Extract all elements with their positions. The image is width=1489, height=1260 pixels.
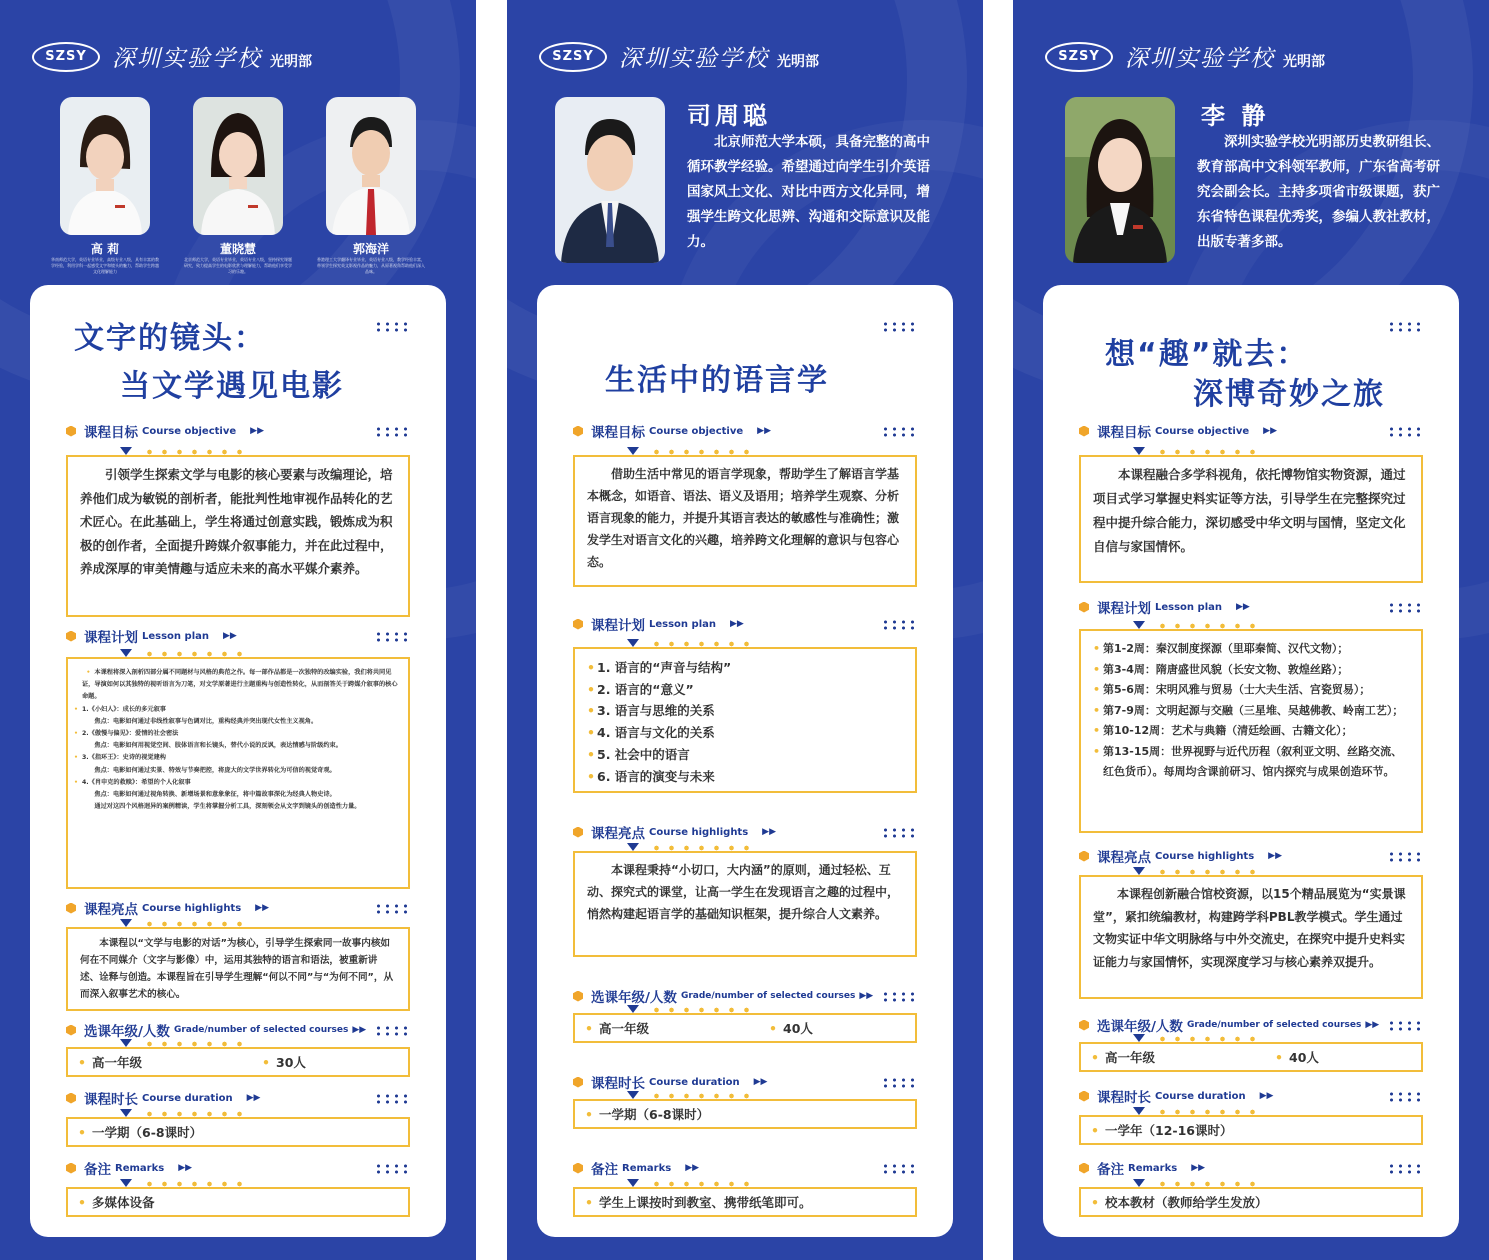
remarks-value: 校本教材（教师给学生发放） [1105, 1195, 1268, 1210]
decor-dots [374, 1163, 410, 1175]
duration-value: 一学期（6-8课时） [599, 1107, 710, 1122]
count-value: 40人 [1289, 1050, 1319, 1065]
hexagon-icon [66, 1093, 76, 1104]
double-arrow-icon: ▶▶ [859, 991, 874, 1001]
teacher-bio: 北京师范大学，英语专业毕业，英语专业八级，坚持探究课题研究，致力提高学生的电影欣赏与理解能力，帮助他们享受学习的乐趣。 [184, 257, 292, 274]
section-title: 课程计划 [84, 630, 138, 646]
plan-list [1081, 631, 1421, 791]
section-highlights [66, 899, 269, 917]
plan-box [66, 657, 410, 889]
teacher-name: 董晓慧 [219, 242, 256, 256]
section-objective [66, 422, 264, 440]
section-title: 备注 [1097, 1162, 1124, 1178]
poster-museum [1013, 0, 1489, 1260]
section-title: 选课年级/人数 [591, 990, 677, 1006]
plan-item: • 2. 语言的“意义” [587, 679, 903, 701]
double-arrow-icon: ▶▶ [352, 1025, 367, 1035]
section-remarks [1079, 1159, 1205, 1177]
decor-dots [881, 321, 917, 333]
section-objective [573, 422, 771, 440]
count-value: 30人 [276, 1055, 306, 1070]
triangle-marker-icon [120, 1179, 132, 1187]
school-logo [32, 40, 312, 73]
triangle-marker-icon [1133, 447, 1145, 455]
school-campus: 光明部 [777, 53, 819, 70]
section-duration [573, 1073, 767, 1091]
triangle-marker-icon [120, 1109, 132, 1117]
count-value: 40人 [783, 1021, 813, 1036]
decor-dots [374, 903, 410, 915]
section-plan [66, 627, 237, 645]
section-title: 课程计划 [591, 618, 645, 634]
section-title-en: Remarks [1128, 1162, 1178, 1174]
double-arrow-icon: ▶▶ [1235, 602, 1250, 612]
decor-dots [881, 619, 917, 631]
section-title: 课程目标 [1097, 425, 1151, 441]
triangle-marker-icon [1133, 1034, 1145, 1042]
grade-box: • 高一年级 • 30人 [66, 1047, 410, 1077]
triangle-marker-icon [1133, 1179, 1145, 1187]
decor-dots [881, 1163, 917, 1175]
section-title-en: Course duration [1155, 1090, 1246, 1102]
section-title-en: Grade/number of selected courses [173, 1025, 349, 1035]
double-arrow-icon: ▶▶ [762, 827, 777, 837]
double-arrow-icon: ▶▶ [753, 1077, 768, 1087]
teacher-name: 司周聪 [687, 102, 771, 130]
section-title: 课程目标 [591, 425, 645, 441]
decor-dots [1387, 851, 1423, 863]
highlights-text: 本课程以“文学与电影的对话”为核心，引导学生探索同一故事内核如何在不同媒介（文字与影像）中，运用其独特的语言和语法，被重新讲述、诠释与创造。本课程旨在引导学生理解“何以不同”与“为何不同”，从而深入叙事艺术的核心。 [80, 938, 394, 1000]
double-arrow-icon: ▶▶ [255, 903, 270, 913]
hexagon-icon [1079, 851, 1089, 862]
section-title: 选课年级/人数 [84, 1024, 170, 1040]
double-arrow-icon: ▶▶ [1365, 1020, 1380, 1030]
course-card [537, 285, 953, 1237]
hexagon-icon [573, 619, 583, 630]
objective-text: 借助生活中常见的语言学现象，帮助学生了解语言学基本概念，如语音、语法、语义及语用；培养学生观察、分析语言现象的能力，并提升其语言表达的敏感性与准确性；激发学生对语言文化的兴趣，培养跨文化理解的意识与包容心态。 [587, 467, 900, 569]
teacher-name: 高 莉 [90, 242, 120, 256]
objective-text: 引领学生探索文学与电影的核心要素与改编理论，培养他们成为敏锐的剖析者，能批判性地审视作品转化的艺术匠心。在此基础上，学生将通过创意实践，锻炼成为积极的创作者，全面提升跨媒介叙事能力，并在此过程中，养成深厚的审美情趣与适应未来的高水平媒介素养。 [80, 467, 393, 576]
plan-item: • 第7-9周：文明起源与交融（三星堆、吴越佛教、岭南工艺）； [1093, 701, 1409, 722]
decor-dots [374, 426, 410, 438]
section-duration [66, 1089, 260, 1107]
section-title: 选课年级/人数 [1097, 1019, 1183, 1035]
section-title-en: Remarks [622, 1162, 672, 1174]
course-title-line1: 文字的镜头： [74, 321, 266, 356]
double-arrow-icon: ▶▶ [729, 619, 744, 629]
triangle-marker-icon [1133, 867, 1145, 875]
objective-box [573, 455, 917, 587]
section-title: 课程亮点 [1097, 850, 1151, 866]
course-card [30, 285, 446, 1237]
triangle-marker-icon [1133, 1107, 1145, 1115]
section-title-en: Lesson plan [1155, 601, 1222, 613]
duration-value: 一学年（12-16课时） [1105, 1123, 1233, 1138]
school-name: 深圳实验学校 [619, 46, 769, 72]
section-title-en: Course objective [1155, 425, 1250, 437]
grade-value: 高一年级 [599, 1021, 650, 1036]
decor-dots [881, 827, 917, 839]
school-badge: SZSY [32, 42, 100, 72]
plan-item: • 2.《傲慢与偏见》：爱情的社会密法 [82, 728, 398, 740]
section-remarks [66, 1159, 192, 1177]
plan-item: • 第1-2周：秦汉制度探源（里耶秦简、汉代文物）； [1093, 639, 1409, 660]
double-arrow-icon: ▶▶ [1259, 1091, 1274, 1101]
highlights-box [1079, 875, 1423, 999]
highlights-text: 本课程秉持“小切口，大内涵”的原则，通过轻松、互动、探究式的课堂，让高一学生在发现语言之趣的过程中，悄然构建起语言学的基础知识框架，提升综合人文素养。 [587, 863, 900, 921]
section-title: 课程时长 [1097, 1090, 1151, 1106]
school-campus: 光明部 [270, 53, 312, 70]
decor-dots [1387, 426, 1423, 438]
plan-item: • 第5-6周：宋明风雅与贸易（士大夫生活、宫瓷贸易）； [1093, 680, 1409, 701]
duration-value: 一学期（6-8课时） [92, 1125, 203, 1140]
remarks-box: • 多媒体设备 [66, 1187, 410, 1217]
hexagon-icon [1079, 602, 1089, 613]
grade-box: • 高一年级 • 40人 [1079, 1042, 1423, 1072]
remarks-value: 多媒体设备 [92, 1195, 155, 1210]
school-badge: SZSY [539, 42, 607, 72]
triangle-marker-icon [1133, 621, 1145, 629]
highlights-text: 本课程创新融合馆校资源，以15个精品展览为“实景课堂”，紧扣统编教材，构建跨学科PBL教学模式。学生通过文物实证中华文明脉络与中外交流史，在探究中提升史料实证能力与家国情怀，实现深度学习与核心素养双提升。 [1093, 887, 1406, 969]
double-arrow-icon: ▶▶ [246, 1093, 261, 1103]
triangle-marker-icon [120, 1039, 132, 1047]
plan-item: • 第3-4周：隋唐盛世风貌（长安文物、敦煌丝路）； [1093, 660, 1409, 681]
teacher-bio: 香港理工大学翻译专业毕业，英语专业八级，教学经验丰富，带领学生探究英文影视作品的魅力，从原著视角帮助他们深入品味。 [317, 257, 425, 274]
section-title: 备注 [84, 1162, 111, 1178]
section-grade [1079, 1016, 1379, 1034]
section-title-en: Course objective [142, 425, 237, 437]
section-title: 课程时长 [591, 1076, 645, 1092]
teacher-bio: 北京师范大学本硕，具备完整的高中循环教学经验。希望通过向学生引介英语国家风土文化、对比中西方文化异同，增强学生跨文化思辨、沟通和交际意识及能力。 [687, 134, 930, 250]
double-arrow-icon: ▶▶ [178, 1163, 193, 1173]
double-arrow-icon: ▶▶ [1263, 426, 1277, 436]
hexagon-icon [573, 426, 583, 437]
double-arrow-icon: ▶▶ [250, 426, 264, 436]
school-badge: SZSY [1045, 42, 1113, 72]
decor-dots [1387, 321, 1423, 333]
triangle-marker-icon [627, 639, 639, 647]
section-title-en: Course objective [649, 425, 744, 437]
school-logo [1045, 40, 1325, 73]
section-highlights [1079, 847, 1282, 865]
triangle-marker-icon [627, 447, 639, 455]
hexagon-icon [66, 1163, 76, 1174]
teacher-bio: 华南师范大学，英语专业毕业，高级专业八级，具有丰富的教学经验，利用学科一起感受文字和镜头的魅力，帮助学生跨越文化理解能力 [51, 257, 159, 274]
section-title-en: Course duration [649, 1076, 740, 1088]
plan-intro: • 本课程将深入剖析四部分属不同题材与风格的典范之作。每一部作品都是一次独特的改编实验，我们将共同见证，导演如何以其独特的视听语言为刀笔，对文学原著进行主题重构与创造性转化，从而剖答关于跨媒介叙事的核心命题。 [82, 667, 398, 704]
teacher-photo [193, 97, 283, 235]
course-title-line2: 深博奇妙之旅 [1193, 377, 1385, 412]
hexagon-icon [1079, 1020, 1089, 1031]
section-plan [573, 615, 744, 633]
section-highlights [573, 823, 776, 841]
hexagon-icon [573, 1077, 583, 1088]
plan-item: • 5. 社会中的语言 [587, 744, 903, 766]
course-title-line1: 生活中的语言学 [605, 363, 829, 398]
duration-box: • 一学期（6-8课时） [573, 1099, 917, 1129]
section-title: 课程亮点 [591, 826, 645, 842]
double-arrow-icon: ▶▶ [685, 1163, 700, 1173]
course-title-line1: 想“趣”就去： [1105, 337, 1309, 372]
decor-dots [374, 321, 410, 333]
poster-literature-film [0, 0, 476, 1260]
plan-item: • 第13-15周：世界视野与近代历程（叙利亚文明、丝路交流、红色货币）。每周均含课前研习、馆内探究与成果创造环节。 [1093, 742, 1409, 783]
grade-box: • 高一年级 • 40人 [573, 1013, 917, 1043]
section-title: 课程计划 [1097, 601, 1151, 617]
teacher-photo [326, 97, 416, 235]
hexagon-icon [66, 631, 76, 642]
section-grade [573, 987, 873, 1005]
hexagon-icon [66, 1025, 76, 1036]
teacher-name: 郭海洋 [352, 242, 389, 256]
highlights-box [573, 851, 917, 957]
plan-focus: 焦点：电影如何通过实景、特效与节奏把控，将庞大的文学世界转化为可信的视觉奇观。 [94, 766, 336, 774]
decor-dots [374, 631, 410, 643]
section-title-en: Course highlights [142, 902, 242, 914]
section-title: 备注 [591, 1162, 618, 1178]
triangle-marker-icon [120, 649, 132, 657]
section-title-en: Lesson plan [649, 618, 716, 630]
decor-dots [374, 1093, 410, 1105]
plan-item: • 4. 语言与文化的关系 [587, 722, 903, 744]
teacher-photo [1065, 97, 1175, 263]
decor-dots [374, 1025, 410, 1037]
plan-item: • 3. 语言与思维的关系 [587, 700, 903, 722]
triangle-marker-icon [627, 843, 639, 851]
decor-dots [1387, 1091, 1423, 1103]
section-title: 课程时长 [84, 1092, 138, 1108]
duration-box: • 一学期（6-8课时） [66, 1117, 410, 1147]
plan-box [1079, 629, 1423, 833]
hexagon-icon [1079, 1091, 1089, 1102]
section-title: 课程亮点 [84, 902, 138, 918]
section-remarks [573, 1159, 699, 1177]
section-objective [1079, 422, 1277, 440]
triangle-marker-icon [120, 447, 132, 455]
poster-linguistics [507, 0, 983, 1260]
section-duration [1079, 1087, 1273, 1105]
triangle-marker-icon [120, 919, 132, 927]
decor-dots [881, 991, 917, 1003]
objective-text: 本课程融合多学科视角，依托博物馆实物资源，通过项目式学习掌握史料实证等方法，引导学生在完整探究过程中提升综合能力，深切感受中华文明与国情，坚定文化自信与家国情怀。 [1093, 467, 1406, 554]
school-logo [539, 40, 819, 73]
plan-item: • 1. 语言的“声音与结构” [587, 657, 903, 679]
section-title: 课程目标 [84, 425, 138, 441]
objective-box [1079, 455, 1423, 583]
grade-value: 高一年级 [92, 1055, 143, 1070]
decor-dots [1387, 1020, 1423, 1032]
highlights-box [66, 927, 410, 1011]
triangle-marker-icon [627, 1005, 639, 1013]
remarks-value: 学生上课按时到教室、携带纸笔即可。 [599, 1195, 812, 1210]
teacher-photo [555, 97, 665, 263]
plan-list [68, 659, 408, 817]
hexagon-icon [1079, 426, 1089, 437]
remarks-box: • 校本教材（教师给学生发放） [1079, 1187, 1423, 1217]
school-name: 深圳实验学校 [112, 46, 262, 72]
decor-dots [881, 426, 917, 438]
school-name: 深圳实验学校 [1125, 46, 1275, 72]
decor-dots [1387, 1163, 1423, 1175]
double-arrow-icon: ▶▶ [222, 631, 237, 641]
plan-list [575, 649, 915, 795]
hexagon-icon [1079, 1163, 1089, 1174]
plan-focus: 焦点：电影如何用视觉空间、肢体语言和长镜头，替代小说的反讽，表达情感与阶级约束。 [94, 742, 342, 750]
hexagon-icon [573, 1163, 583, 1174]
remarks-box: • 学生上课按时到教室、携带纸笔即可。 [573, 1187, 917, 1217]
section-title-en: Course highlights [1155, 850, 1255, 862]
section-title-en: Grade/number of selected courses [680, 991, 856, 1001]
section-title-en: Course highlights [649, 826, 749, 838]
plan-item: • 第10-12周：艺术与典籍（清廷绘画、古籍文化）； [1093, 721, 1409, 742]
hexagon-icon [66, 426, 76, 437]
plan-item: • 1.《小妇人》：成长的多元叙事 [82, 704, 398, 716]
hexagon-icon [573, 827, 583, 838]
teacher-photo [60, 97, 150, 235]
decor-dots [881, 1077, 917, 1089]
course-card [1043, 285, 1459, 1237]
section-plan [1079, 598, 1250, 616]
plan-item: • 3.《指环王》：史诗的视觉建构 [82, 752, 398, 764]
teacher-bio: 深圳实验学校光明部历史教研组长、教育部高中文科领军教师，广东省高考研究会副会长。主持多项省市级课题，获广东省特色课程优秀奖，参编人教社教材，出版专著多部。 [1197, 134, 1440, 250]
plan-focus: 焦点：电影如何通过视角转换、新增场景和意象象征，将中篇故事深化为经典人物史诗。 [94, 791, 336, 799]
section-title-en: Remarks [115, 1162, 165, 1174]
plan-item: • 6. 语言的演变与未来 [587, 766, 903, 788]
grade-value: 高一年级 [1105, 1050, 1156, 1065]
triangle-marker-icon [627, 1091, 639, 1099]
plan-summary: 通过对这四个风格迥异的案例精读，学生将掌握分析工具，深刻领会从文字到镜头的创造性力量。 [94, 803, 361, 811]
double-arrow-icon: ▶▶ [1268, 851, 1283, 861]
section-grade [66, 1021, 366, 1039]
plan-item: • 4.《肖申克的救赎》：希望的个人化叙事 [82, 777, 398, 789]
decor-dots [1387, 602, 1423, 614]
plan-focus: 焦点：电影如何通过非线性叙事与色调对比，重构经典并突出现代女性主义视角。 [94, 717, 318, 725]
course-title-line2: 当文学遇见电影 [120, 369, 344, 404]
hexagon-icon [573, 991, 583, 1002]
section-title-en: Course duration [142, 1092, 233, 1104]
section-title-en: Grade/number of selected courses [1186, 1020, 1362, 1030]
section-title-en: Lesson plan [142, 630, 209, 642]
hexagon-icon [66, 903, 76, 914]
school-campus: 光明部 [1283, 53, 1325, 70]
double-arrow-icon: ▶▶ [1191, 1163, 1206, 1173]
double-arrow-icon: ▶▶ [757, 426, 771, 436]
teacher-name: 李 静 [1201, 102, 1270, 130]
objective-box [66, 455, 410, 617]
triangle-marker-icon [627, 1179, 639, 1187]
plan-box [573, 647, 917, 793]
duration-box: • 一学年（12-16课时） [1079, 1115, 1423, 1145]
